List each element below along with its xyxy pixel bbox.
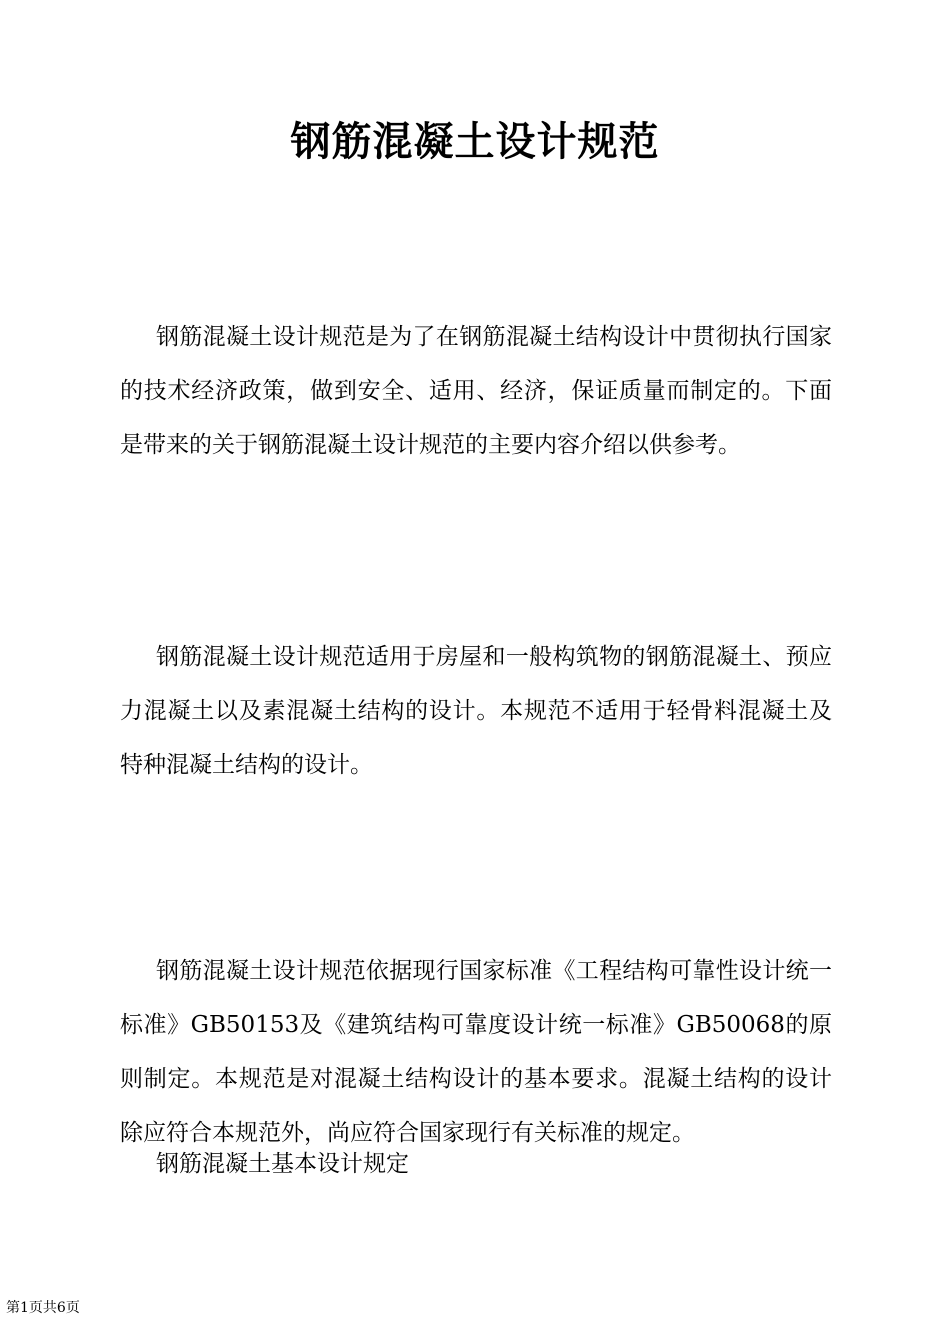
basis-paragraph: 钢筋混凝土设计规范依据现行国家标准《工程结构可靠性设计统一标准》GB50153及《建筑结构可靠度设计统一标准》GB50068的原则制定。本规范是对混凝土结构设计的基本要求。混凝土结构的设计除应符合本规范外，尚应符合国家现行有关标准的规定。 [120,958,832,1146]
page-number: 第1页共6页 [6,1300,80,1316]
page-title: 钢筋混凝土设计规范 [290,118,660,165]
section-subheading: 钢筋混凝土基本设计规定 [156,1151,409,1177]
intro-paragraph: 钢筋混凝土设计规范是为了在钢筋混凝土结构设计中贯彻执行国家的技术经济政策，做到安全、适用、经济，保证质量而制定的。下面是带来的关于钢筋混凝土设计规范的主要内容介绍以供参考。 [120,324,832,458]
scope-paragraph: 钢筋混凝土设计规范适用于房屋和一般构筑物的钢筋混凝土、预应力混凝土以及素混凝土结构的设计。本规范不适用于轻骨料混凝土及特种混凝土结构的设计。 [120,644,832,778]
